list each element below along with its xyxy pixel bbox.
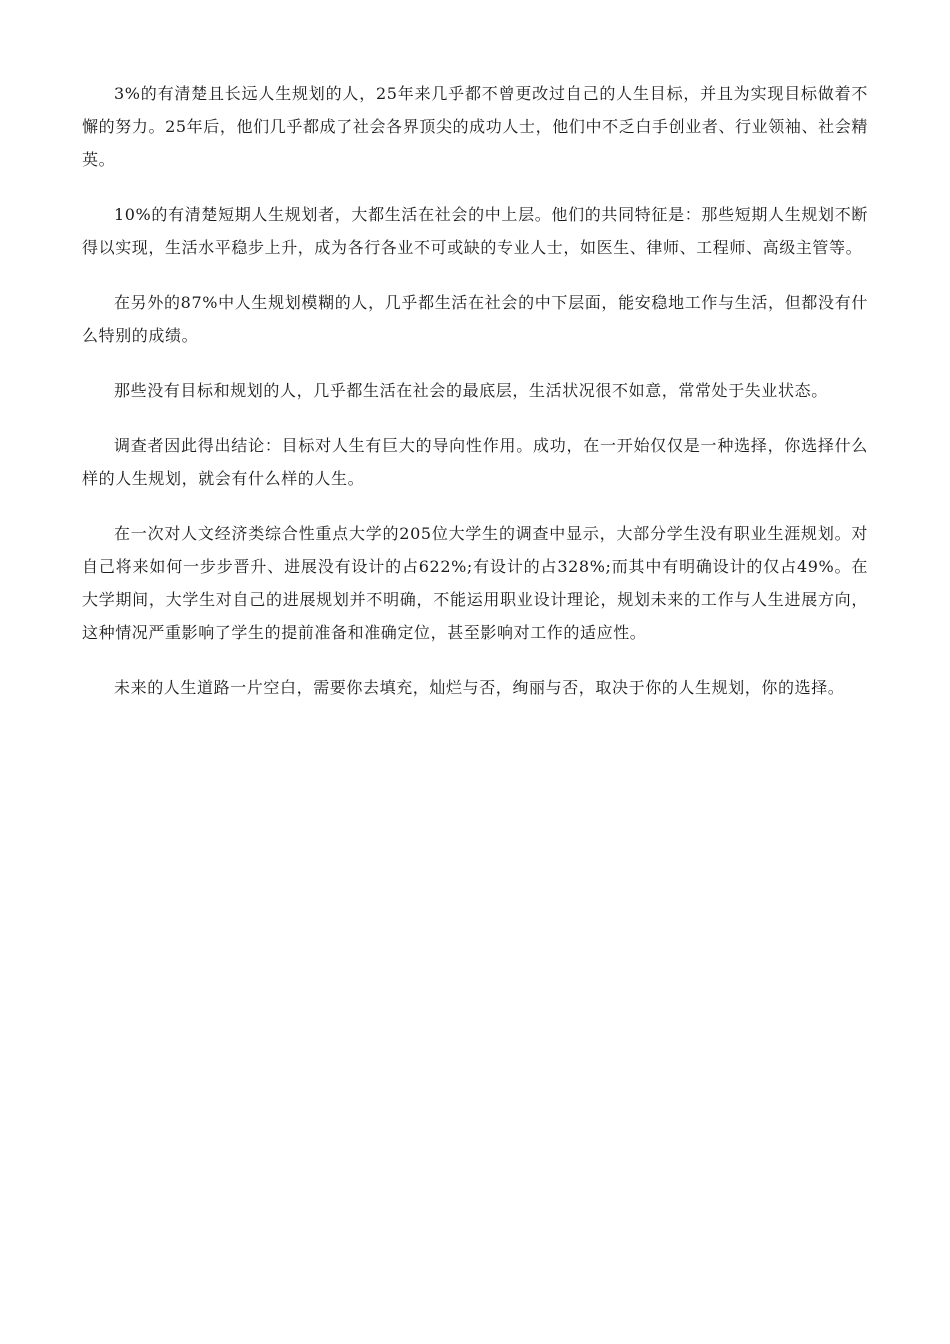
paragraph-long-term-planners: 3%的有清楚且长远人生规划的人，25年来几乎都不曾更改过自己的人生目标，并且为实现目标做着不懈的努力。25年后，他们几乎都成了社会各界顶尖的成功人士，他们中不乏白手创业者、行业领袖、社会精英。 [82, 84, 868, 169]
paragraph-closing: 未来的人生道路一片空白，需要你去填充，灿烂与否，绚丽与否，取决于你的人生规划，你的选择。 [114, 678, 845, 697]
paragraph-no-goal-people: 那些没有目标和规划的人，几乎都生活在社会的最底层，生活状况很不如意，常常处于失业状态。 [114, 381, 828, 400]
paragraph-short-term-planners: 10%的有清楚短期人生规划者，大都生活在社会的中上层。他们的共同特征是：那些短期人生规划不断得以实现，生活水平稳步上升，成为各行各业不可或缺的专业人士，如医生、律师、工程师、高级主管等。 [82, 205, 868, 257]
paragraph-student-survey: 在一次对人文经济类综合性重点大学的205位大学生的调查中显示，大部分学生没有职业生涯规划。对自己将来如何一步步晋升、进展没有设计的占622%;有设计的占328%;而其中有明确设计的仅占49%。在大学期间，大学生对自己的进展规划并不明确，不能运用职业设计理论，规划未来的工作与人生进展方向，这种情况严重影响了学生的提前准备和准确定位，甚至影响对工作的适应性。 [82, 524, 868, 642]
paragraph-vague-planners: 在另外的87%中人生规划模糊的人，几乎都生活在社会的中下层面，能安稳地工作与生活，但都没有什么特别的成绩。 [82, 293, 868, 345]
document-body [82, 77, 868, 726]
paragraph-conclusion: 调查者因此得出结论：目标对人生有巨大的导向性作用。成功，在一开始仅仅是一种选择，你选择什么样的人生规划，就会有什么样的人生。 [82, 436, 868, 488]
